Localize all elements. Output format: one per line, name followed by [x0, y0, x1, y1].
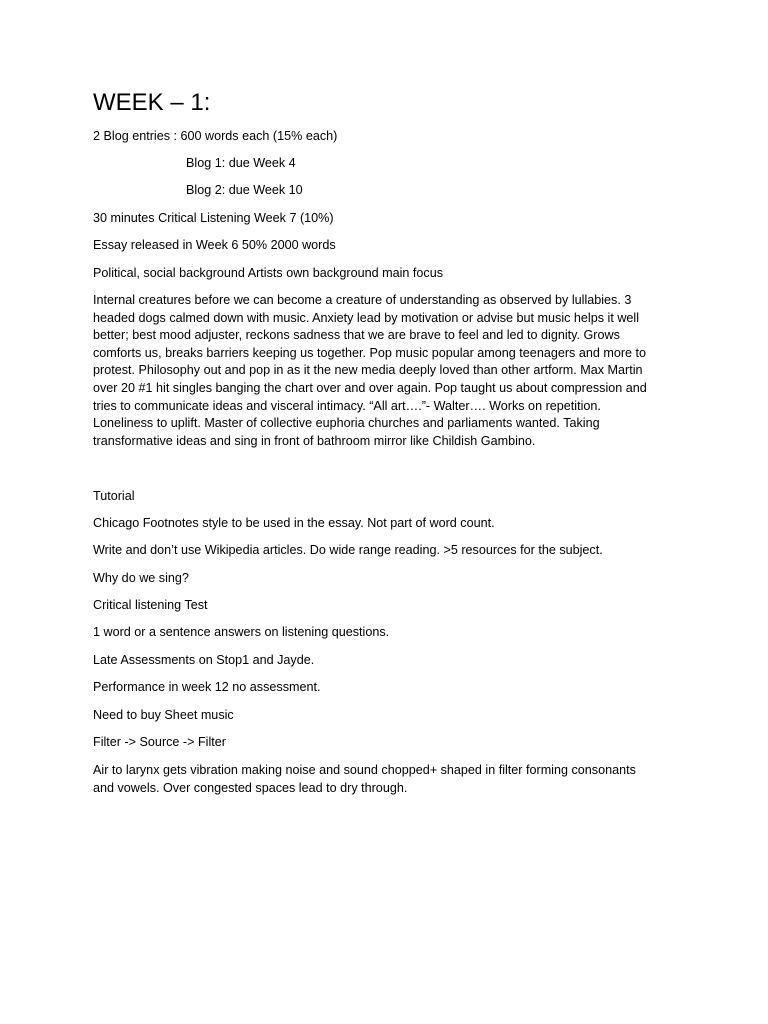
tutorial-item: Why do we sing?: [93, 571, 189, 585]
focus-note: Political, social background Artists own background main focus: [93, 266, 444, 280]
tutorial-item: Write and don’t use Wikipedia articles. Do wide range reading. >5 resources for the subject.: [93, 543, 603, 557]
assessment-blog-2: Blog 2: due Week 10: [186, 183, 303, 197]
paragraph-line: headed dogs calmed down with music. Anxiety lead by motivation or advise but music helps it well: [93, 310, 640, 325]
lecture-paragraph: [93, 292, 693, 450]
tutorial-item: Filter -> Source -> Filter: [93, 735, 226, 749]
tutorial-item: Critical listening Test: [93, 598, 208, 612]
assessment-critical-listening: 30 minutes Critical Listening Week 7 (10%): [93, 211, 334, 225]
assessment-essay: Essay released in Week 6 50% 2000 words: [93, 238, 336, 252]
tutorial-item: Late Assessments on Stop1 and Jayde.: [93, 653, 315, 667]
assessment-blog-entries: 2 Blog entries : 600 words each (15% each): [93, 129, 338, 143]
paragraph-line: comforts us, breaks barriers keeping us together. Pop music popular among teenagers and more to: [93, 345, 647, 360]
paragraph-line: transformative ideas and sing in front of bathroom mirror like Childish Gambino.: [93, 433, 536, 448]
paragraph-line: Loneliness to uplift. Master of collective euphoria churches and parliaments wanted. Taking: [93, 416, 600, 431]
tutorial-item: 1 word or a sentence answers on listening questions.: [93, 625, 390, 639]
paragraph-line: better; best mood adjuster, reckons sadness that we are brave to feel and led to dignity. Grows: [93, 328, 620, 343]
paragraph-line: Air to larynx gets vibration making noise and sound chopped+ shaped in filter forming consonants: [93, 763, 636, 777]
paragraph-line: protest. Philosophy out and pop in as it the new media deeply loved than other artform. Max Martin: [93, 363, 643, 378]
paragraph-line: tries to communicate ideas and visceral intimacy. “All art….”- Walter…. Works on repetition.: [93, 398, 601, 413]
assessment-blog-1: Blog 1: due Week 4: [186, 156, 296, 170]
closing-paragraph: [93, 762, 693, 797]
tutorial-item: Need to buy Sheet music: [93, 708, 234, 722]
tutorial-item: Performance in week 12 no assessment.: [93, 680, 321, 694]
page-title: WEEK – 1:: [93, 89, 211, 116]
tutorial-heading: Tutorial: [93, 489, 135, 503]
tutorial-item: Chicago Footnotes style to be used in the essay. Not part of word count.: [93, 516, 495, 530]
paragraph-line: over 20 #1 hit singles banging the chart over and over again. Pop taught us about compression and: [93, 380, 647, 395]
paragraph-line: Internal creatures before we can become a creature of understanding as observed by lullabies. 3: [93, 293, 632, 307]
paragraph-line: and vowels. Over congested spaces lead to dry through.: [93, 780, 408, 795]
